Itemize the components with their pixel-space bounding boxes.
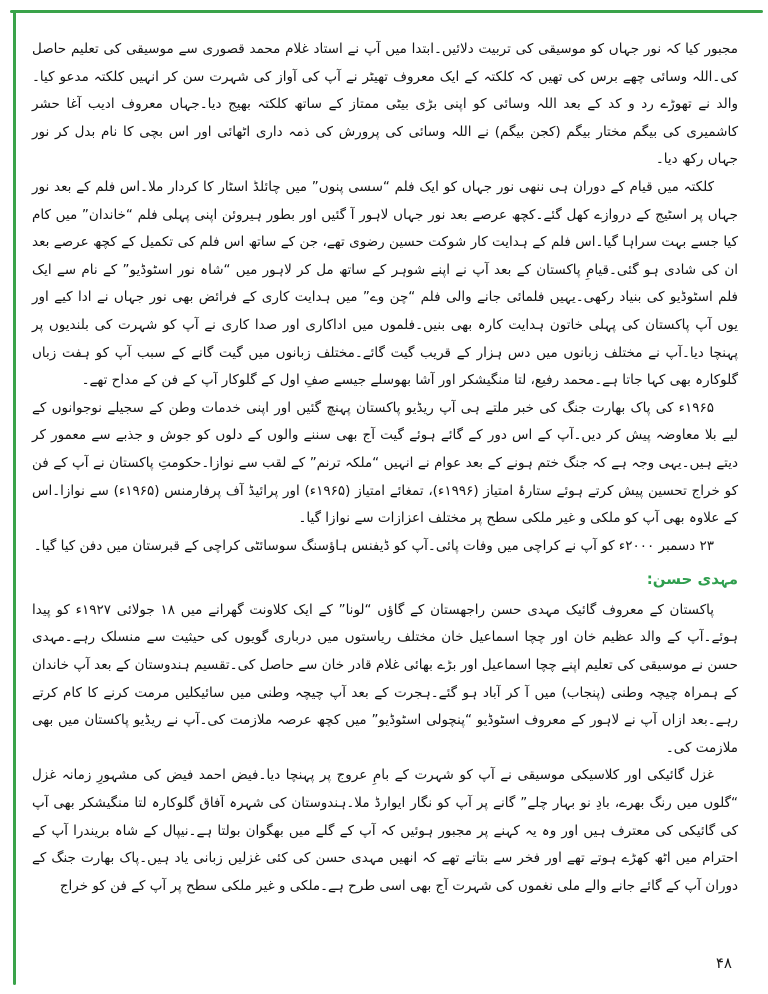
paragraph: پاکستان کے معروف گائیک مہدی حسن راجھستان کے گاؤں “لونا” کے ایک کلاونت گھرانے میں ۱۸ جولائی ۱۹۲۷ء کو پیدا ہوئے۔آپ کے والد عظیم خان اور چچا اسماعیل خان مختلف ریاستوں میں درباری گویوں کی حیثیت سے منسلک رہے۔مہدی حسن نے موسیقی کی تعلیم اپنے چچا اسماعیل اور بڑے بھائی غلام قادر خان سے حاصل کی۔تقسیم ہندوستان کے بعد آپ خاندان کے ہمراہ چیچہ وطنی (پنجاب) میں آ کر آباد ہو گئے۔ہجرت کے بعد آپ چیچہ وطنی میں سائیکلیں مرمت کرنے کا کام کرتے رہے۔بعد ازاں آپ نے لاہور کے معروف اسٹوڈیو “پنچولی اسٹوڈیو” میں کچھ عرصہ ملازمت کی۔آپ نے ریڈیو پاکستان میں بھی ملازمت کی۔ bbox=[32, 601, 738, 756]
page-border-top bbox=[10, 10, 763, 13]
paragraph: مجبور کیا کہ نور جہاں کو موسیقی کی تربیت دلائیں۔ابتدا میں آپ نے استاد غلام محمد قصوری سے موسیقی کی تعلیم حاصل کی۔اللہ وسائی چھے برس کی تھیں کہ کلکتہ کے ایک معروف تھیٹر نے آپ کی آواز کی شہرت سن کر انہیں کلکتہ مدعو کیا۔والد نے تھوڑے رد و کد کے بعد اللہ وسائی کو اپنی بڑی بیٹی ممتاز کے ساتھ کلکتہ بھیج دیا۔جہاں معروف ادیب آغا حشر کاشمیری کی بیگم مختار بیگم (کجن بیگم) نے اللہ وسائی کی پرورش کی ذمہ داری اٹھائی اور اس بچی کا نام بدل کر نور جہاں رکھ دیا۔ bbox=[32, 41, 738, 168]
paragraph: غزل گائیکی اور کلاسیکی موسیقی نے آپ کو شہرت کے بامِ عروج پر پہنچا دیا۔فیض احمد فیض کی مشہورِ زمانہ غزل “گلوں میں رنگ بھرے، بادِ نو بہار چلے” گانے پر آپ کو نگار ایوارڈ ملا۔ہندوستان کی شہرہ آفاق گلوکارہ لتا منگیشکر بھی آپ کی گائیکی کی معترف ہیں اور وہ یہ کہنے پر مجبور ہوئیں کہ آپ کے گلے میں بھگوان بولتا ہے۔نیپال کے شاہ بریندرا آپ کے احترام میں اٹھ کھڑے ہوتے تھے اور فخر سے بتاتے تھے کہ انھیں مہدی حسن کی کئی غزلیں زبانی یاد ہیں۔پاک بھارت جنگ کے دوران آپ کے گائے جانے والے ملی نغموں کی شہرت آج بھی اسی طرح ہے۔ملکی و غیر ملکی سطح پر آپ کے فن کو خراج bbox=[32, 767, 738, 894]
section-heading-mehdi-hassan: مہدی حسن: bbox=[646, 570, 738, 589]
paragraph: ۲۳ دسمبر ۲۰۰۰ء کو آپ نے کراچی میں وفات پائی۔آپ کو ڈیفنس ہاؤسنگ سوسائٹی کراچی کے قبرستان میں دفن کیا گیا۔ bbox=[33, 537, 714, 554]
paragraph: کلکتہ میں قیام کے دوران ہی ننھی نور جہاں کو ایک فلم “سسی پنوں” میں چائلڈ اسٹار کا کردار ملا۔اس فلم کے بعد نور جہاں پر اسٹیج کے دروازے کھل گئے۔کچھ عرصے بعد نور جہاں لاہور آ گئیں اور بطور ہیروئن اپنی پہلی فلم “خاندان” میں کام کیا جسے بہت سراہا گیا۔اس فلم کے ہدایت کار شوکت حسین رضوی تھے، جن کے ساتھ اس فلم کی تکمیل کے کچھ عرصے بعد ان کی شادی ہو گئی۔قیامِ پاکستان کے بعد آپ نے اپنے شوہر کے ساتھ مل کر لاہور میں “شاہ نور اسٹوڈیو” کے نام سے ایک فلم اسٹوڈیو کی بنیاد رکھی۔یہیں فلمائی جانے والی فلم “چن وے” میں ہدایت کاری کے فرائض بھی نور جہاں نے ادا کیے اور یوں آپ پاکستان کی پہلی خاتون ہدایت کارہ بھی بنیں۔فلموں میں اداکاری اور صدا کاری نے آپ کو شہرت کی بلندیوں پر پہنچا دیا۔آپ نے مختلف زبانوں میں دس ہزار کے قریب گیت گائے۔مختلف زبانوں میں گیت گانے کے سبب آپ کو ہفت زباں گلوکارہ بھی کہا جاتا ہے۔محمد رفیع، لتا منگیشکر اور آشا بھوسلے جیسے صفِ اول کے گلوکار آپ کے فن کے مداح تھے۔ bbox=[32, 178, 738, 389]
paragraph: ۱۹۶۵ء کی پاک بھارت جنگ کی خبر ملتے ہی آپ ریڈیو پاکستان پہنچ گئیں اور اپنی خدمات وطن کے سجیلے نوجوانوں کے لیے بلا معاوضہ پیش کر دیں۔آپ کے اس دور کے گائے ہوئے گیت آج بھی سننے والوں کے دلوں کو جوش و جذبے سے معمور کر دیتے ہیں۔یہی وجہ ہے کہ جنگ ختم ہونے کے بعد عوام نے انہیں “ملکہ ترنم” کے لقب سے نوازا۔حکومتِ پاکستان نے آپ کے فن کو خراج تحسین پیش کرتے ہوئے ستارۂ امتیاز (۱۹۹۶ء)، تمغائے امتیاز (۱۹۶۵ء) اور پرائیڈ آف پرفارمنس (۱۹۶۵ء) سے نوازا۔اس کے علاوہ بھی آپ کو ملکی و غیر ملکی سطح پر مختلف اعزازات سے نوازا گیا۔ bbox=[32, 399, 739, 527]
page-number: ۴۸ bbox=[715, 954, 732, 972]
page-border-left bbox=[13, 10, 16, 985]
body-text bbox=[32, 36, 738, 900]
